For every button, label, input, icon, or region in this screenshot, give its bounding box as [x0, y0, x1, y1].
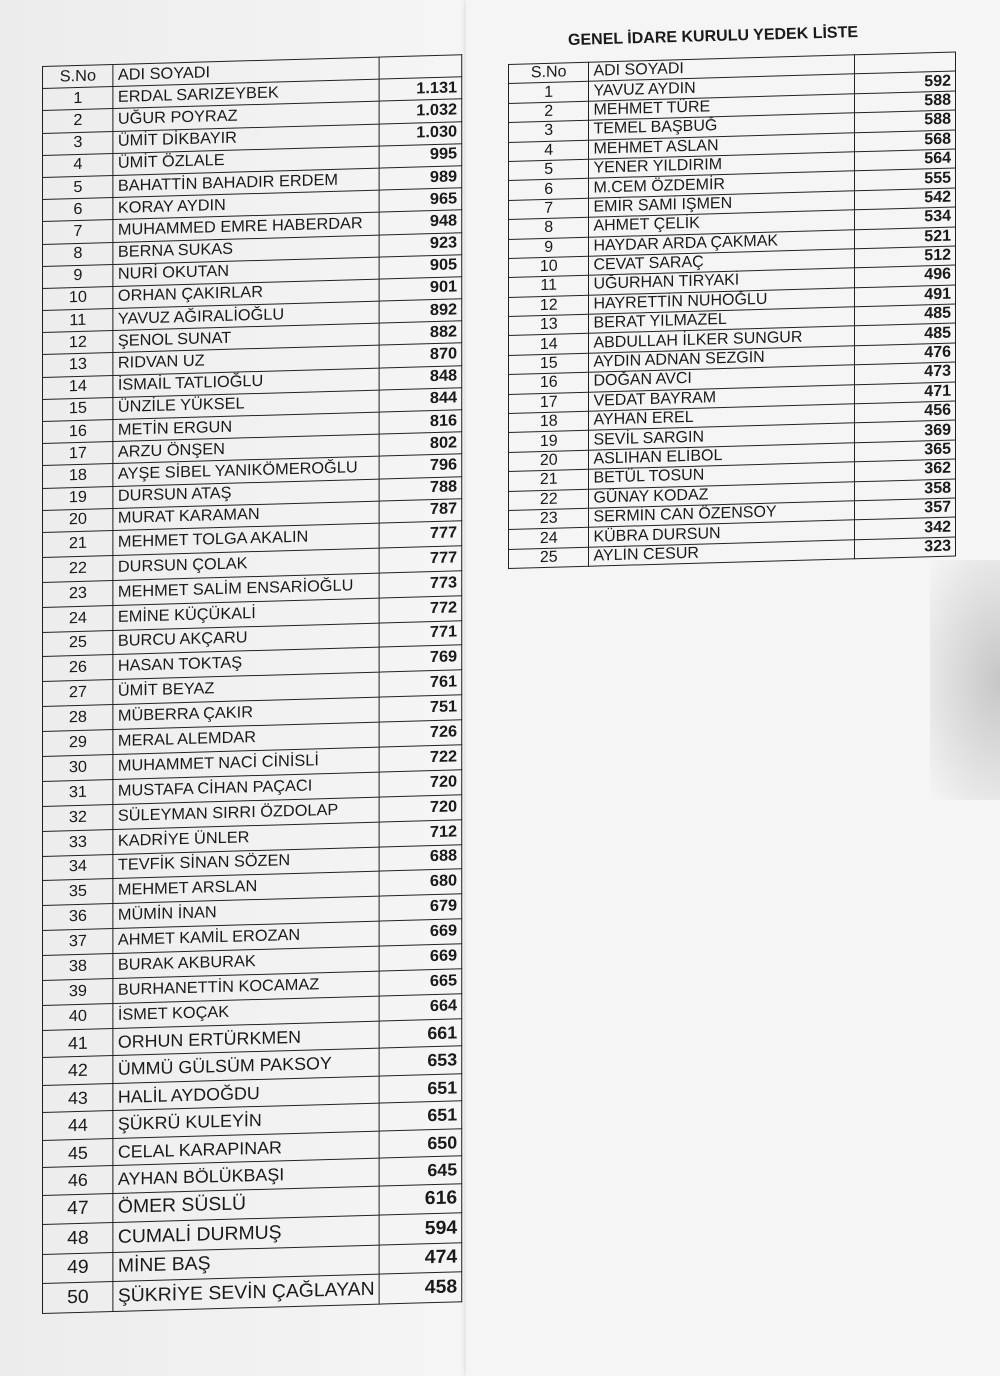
- row-value: 651: [379, 1074, 462, 1104]
- row-name: BURHANETTİN KOCAMAZ: [113, 971, 379, 1003]
- row-value: 650: [379, 1129, 462, 1159]
- row-value: 712: [379, 819, 462, 846]
- row-value: 882: [379, 321, 462, 345]
- row-name: MEHMET TÜRE: [589, 94, 855, 121]
- row-name: BURCU AKÇARU: [113, 623, 379, 655]
- row-value: 688: [379, 844, 462, 871]
- row-value: 471: [855, 382, 956, 404]
- row-value: 892: [379, 299, 462, 323]
- row-sno: 8: [43, 242, 114, 266]
- row-value: 645: [379, 1156, 462, 1186]
- row-sno: 19: [509, 431, 589, 453]
- row-value: 923: [379, 232, 462, 256]
- row-value: 651: [379, 1101, 462, 1131]
- row-value: 680: [379, 869, 462, 896]
- row-name: METİN ERGUN: [113, 412, 379, 442]
- row-name: ŞÜKRİYE SEVİN ÇAĞLAYAN: [113, 1274, 379, 1311]
- row-name: ÜNZİLE YÜKSEL: [113, 390, 379, 420]
- row-sno: 6: [43, 198, 114, 222]
- row-sno: 15: [509, 353, 589, 375]
- row-name: MUHAMMED EMRE HABERDAR: [113, 212, 379, 242]
- row-name: DURSUN ÇOLAK: [113, 548, 379, 580]
- row-sno: 6: [509, 179, 589, 201]
- row-name: HASAN TOKTAŞ: [113, 647, 379, 679]
- row-value: 787: [379, 499, 462, 523]
- row-value: 802: [379, 432, 462, 456]
- row-value: 1.131: [379, 77, 462, 101]
- row-sno: 32: [43, 804, 114, 831]
- row-value: 777: [379, 521, 462, 548]
- row-name: EMİNE KÜÇÜKALİ: [113, 598, 379, 630]
- row-value: 555: [855, 168, 956, 190]
- row-name: ÜMMÜ GÜLSÜM PAKSOY: [113, 1048, 379, 1083]
- row-sno: 2: [509, 101, 589, 123]
- row-value: 669: [379, 919, 462, 946]
- shadow: [930, 560, 1000, 800]
- row-name: ÖMER SÜSLÜ: [113, 1186, 379, 1223]
- row-name: MÜBERRA ÇAKIR: [113, 697, 379, 729]
- row-sno: 2: [43, 109, 114, 133]
- row-value: 474: [379, 1243, 462, 1275]
- row-sno: 44: [43, 1111, 114, 1140]
- row-sno: 16: [43, 420, 114, 444]
- row-value: 995: [379, 144, 462, 168]
- row-value: 473: [855, 362, 956, 384]
- row-name: AYŞE SİBEL YANIKÖMEROĞLU: [113, 456, 379, 486]
- row-name: KADRİYE ÜNLER: [113, 822, 379, 854]
- row-name: MEHMET ASLAN: [589, 132, 855, 159]
- row-name: CUMALİ DURMUŞ: [113, 1215, 379, 1252]
- row-sno: 37: [43, 929, 114, 956]
- row-sno: 13: [509, 314, 589, 336]
- main-list-table: [42, 54, 462, 1313]
- row-sno: 31: [43, 779, 114, 806]
- row-name: MEHMET ARSLAN: [113, 871, 379, 903]
- header-name: ADI SOYADI: [589, 55, 855, 82]
- row-sno: 18: [509, 411, 589, 433]
- row-sno: 24: [43, 605, 114, 632]
- row-sno: 8: [509, 217, 589, 239]
- row-value: 592: [855, 71, 956, 93]
- row-name: YAVUZ AĞIRALİOĞLU: [113, 301, 379, 331]
- row-sno: 49: [43, 1252, 114, 1283]
- row-value: 616: [379, 1184, 462, 1216]
- row-value: 777: [379, 546, 462, 573]
- row-name: YENER YILDIRIM: [589, 152, 855, 179]
- row-sno: 28: [43, 705, 114, 732]
- row-value: 365: [855, 440, 956, 462]
- row-name: İSMET KOÇAK: [113, 996, 379, 1028]
- row-value: 342: [855, 517, 956, 539]
- row-sno: 11: [43, 309, 114, 333]
- row-value: 491: [855, 285, 956, 307]
- row-sno: 10: [509, 256, 589, 278]
- row-value: 588: [855, 91, 956, 113]
- row-sno: 17: [43, 442, 114, 466]
- row-sno: 7: [509, 198, 589, 220]
- row-name: ŞÜKRÜ KULEYİN: [113, 1103, 379, 1138]
- row-sno: 25: [43, 630, 114, 657]
- row-name: SEVİL SARGIN: [589, 423, 855, 450]
- row-name: YAVUZ AYDIN: [589, 74, 855, 101]
- row-sno: 9: [43, 264, 114, 288]
- row-name: CEVAT SARAÇ: [589, 249, 855, 276]
- row-name: CELAL KARAPINAR: [113, 1131, 379, 1166]
- row-value: 669: [379, 944, 462, 971]
- row-name: HAYDAR ARDA ÇAKMAK: [589, 229, 855, 256]
- row-value: 664: [379, 994, 462, 1021]
- row-name: DURSUN ATAŞ: [113, 479, 379, 509]
- row-sno: 35: [43, 879, 114, 906]
- row-name: DOĞAN AVCI: [589, 365, 855, 392]
- row-name: VEDAT BAYRAM: [589, 384, 855, 411]
- reserve-list-title: GENEL İDARE KURULU YEDEK LİSTE: [567, 23, 859, 50]
- row-sno: 13: [43, 353, 114, 377]
- row-sno: 21: [509, 469, 589, 491]
- row-sno: 12: [509, 295, 589, 317]
- row-name: ÜMİT ÖZLALE: [113, 146, 379, 176]
- row-sno: 14: [509, 334, 589, 356]
- row-value: 358: [855, 479, 956, 501]
- row-sno: 20: [509, 450, 589, 472]
- row-name: KORAY AYDIN: [113, 190, 379, 220]
- row-sno: 47: [43, 1193, 114, 1224]
- row-value: 679: [379, 894, 462, 921]
- row-sno: 14: [43, 375, 114, 399]
- row-value: 534: [855, 207, 956, 229]
- row-value: 653: [379, 1046, 462, 1076]
- row-sno: 46: [43, 1166, 114, 1195]
- row-value: 722: [379, 745, 462, 772]
- row-name: MÜMİN İNAN: [113, 896, 379, 928]
- row-value: 773: [379, 570, 462, 597]
- row-name: MUSTAFA CİHAN PAÇACI: [113, 772, 379, 804]
- row-value: 901: [379, 277, 462, 301]
- row-value: 665: [379, 969, 462, 996]
- row-value: 512: [855, 246, 956, 268]
- header-name: ADI SOYADI: [113, 57, 379, 87]
- row-sno: 23: [43, 580, 114, 607]
- row-name: MEHMET SALİM ENSARİOĞLU: [113, 573, 379, 605]
- row-value: 594: [379, 1213, 462, 1245]
- row-sno: 10: [43, 286, 114, 310]
- row-sno: 29: [43, 730, 114, 757]
- row-sno: 30: [43, 754, 114, 781]
- row-name: ÜMİT BEYAZ: [113, 672, 379, 704]
- row-name: BURAK AKBURAK: [113, 946, 379, 978]
- row-value: 761: [379, 670, 462, 697]
- row-name: TEMEL BAŞBUĞ: [589, 113, 855, 140]
- row-sno: 41: [43, 1028, 114, 1057]
- row-sno: 33: [43, 829, 114, 856]
- row-value: 844: [379, 388, 462, 412]
- row-sno: 23: [509, 508, 589, 530]
- row-sno: 40: [43, 1003, 114, 1030]
- row-name: ARZU ÖNŞEN: [113, 434, 379, 464]
- row-value: 362: [855, 459, 956, 481]
- row-name: BERNA SUKAS: [113, 235, 379, 265]
- row-sno: 34: [43, 854, 114, 881]
- row-name: AYHAN EREL: [589, 404, 855, 431]
- row-sno: 50: [43, 1282, 114, 1313]
- row-sno: 22: [43, 555, 114, 582]
- row-sno: 15: [43, 397, 114, 421]
- row-value: 323: [855, 537, 956, 559]
- row-value: 848: [379, 365, 462, 389]
- row-value: 496: [855, 265, 956, 287]
- row-name: M.CEM ÖZDEMİR: [589, 171, 855, 198]
- row-value: 485: [855, 323, 956, 345]
- row-name: ÜMİT DİKBAYIR: [113, 124, 379, 154]
- row-sno: 25: [509, 547, 589, 569]
- row-sno: 20: [43, 508, 114, 532]
- row-value: 816: [379, 410, 462, 434]
- row-sno: 38: [43, 954, 114, 981]
- row-sno: 3: [43, 131, 114, 155]
- row-value: 965: [379, 188, 462, 212]
- header-sno: S.No: [509, 62, 589, 84]
- row-name: ŞENOL SUNAT: [113, 323, 379, 353]
- row-sno: 27: [43, 680, 114, 707]
- row-name: BAHATTİN BAHADIR ERDEM: [113, 168, 379, 198]
- row-sno: 21: [43, 530, 114, 557]
- row-value: 564: [855, 149, 956, 171]
- row-name: MERAL ALEMDAR: [113, 722, 379, 754]
- row-name: NURİ OKUTAN: [113, 257, 379, 287]
- row-sno: 4: [509, 140, 589, 162]
- row-sno: 16: [509, 372, 589, 394]
- row-sno: 9: [509, 237, 589, 259]
- row-name: MURAT KARAMAN: [113, 501, 379, 531]
- row-sno: 3: [509, 120, 589, 142]
- row-sno: 24: [509, 528, 589, 550]
- row-value: 485: [855, 304, 956, 326]
- row-value: 521: [855, 227, 956, 249]
- row-name: UĞUR POYRAZ: [113, 101, 379, 131]
- row-value: 542: [855, 188, 956, 210]
- row-name: SÜLEYMAN SIRRI ÖZDOLAP: [113, 797, 379, 829]
- row-value: 357: [855, 498, 956, 520]
- row-value: 456: [855, 401, 956, 423]
- row-name: MEHMET TOLGA AKALIN: [113, 523, 379, 555]
- row-value: 788: [379, 476, 462, 500]
- row-name: MUHAMMET NACİ CİNİSLİ: [113, 747, 379, 779]
- row-name: AYHAN BÖLÜKBAŞI: [113, 1158, 379, 1193]
- row-name: RIDVAN UZ: [113, 346, 379, 376]
- row-sno: 22: [509, 489, 589, 511]
- row-name: ASLIHAN ELİBOL: [589, 443, 855, 470]
- row-value: 769: [379, 645, 462, 672]
- row-name: HAYRETTİN NUHOĞLU: [589, 288, 855, 315]
- row-name: KÜBRA DURSUN: [589, 520, 855, 547]
- reserve-list-table: [508, 51, 956, 569]
- row-value: 726: [379, 720, 462, 747]
- row-value: 948: [379, 210, 462, 234]
- row-sno: 5: [43, 175, 114, 199]
- row-name: AHMET ÇELİK: [589, 210, 855, 237]
- row-name: UĞURHAN TİRYAKİ: [589, 268, 855, 295]
- row-name: AYLİN CESUR: [589, 540, 855, 567]
- row-value: 771: [379, 620, 462, 647]
- row-sno: 45: [43, 1138, 114, 1167]
- row-value: 870: [379, 343, 462, 367]
- row-value: 1.030: [379, 121, 462, 145]
- row-name: HALİL AYDOĞDU: [113, 1076, 379, 1111]
- row-sno: 17: [509, 392, 589, 414]
- row-name: AHMET KAMİL EROZAN: [113, 921, 379, 953]
- row-name: TEVFİK SİNAN SÖZEN: [113, 847, 379, 879]
- row-sno: 43: [43, 1083, 114, 1112]
- row-sno: 7: [43, 220, 114, 244]
- row-sno: 42: [43, 1056, 114, 1085]
- row-value: 720: [379, 770, 462, 797]
- row-name: BERAT YILMAZEL: [589, 307, 855, 334]
- row-sno: 4: [43, 153, 114, 177]
- row-value: 905: [379, 254, 462, 278]
- row-name: SERMİN CAN ÖZENSOY: [589, 501, 855, 528]
- row-name: ORHAN ÇAKIRLAR: [113, 279, 379, 309]
- row-sno: 48: [43, 1223, 114, 1254]
- row-sno: 18: [43, 464, 114, 488]
- header-sno: S.No: [43, 65, 114, 89]
- row-sno: 5: [509, 159, 589, 181]
- header-value: [379, 55, 462, 79]
- row-value: 369: [855, 420, 956, 442]
- row-sno: 19: [43, 486, 114, 510]
- row-name: EMİR SAMİ IŞMEN: [589, 191, 855, 218]
- row-value: 796: [379, 454, 462, 478]
- row-value: 1.032: [379, 99, 462, 123]
- row-sno: 36: [43, 904, 114, 931]
- row-value: 588: [855, 110, 956, 132]
- row-name: GÜNAY KODAZ: [589, 481, 855, 508]
- row-value: 751: [379, 695, 462, 722]
- row-value: 458: [379, 1272, 462, 1304]
- row-value: 476: [855, 343, 956, 365]
- row-value: 661: [379, 1019, 462, 1049]
- row-sno: 26: [43, 655, 114, 682]
- row-sno: 1: [43, 87, 114, 111]
- row-value: 989: [379, 166, 462, 190]
- row-value: 772: [379, 595, 462, 622]
- row-value: 568: [855, 130, 956, 152]
- row-name: İSMAİL TATLIOĞLU: [113, 368, 379, 398]
- row-sno: 12: [43, 331, 114, 355]
- row-sno: 11: [509, 276, 589, 298]
- row-name: AYDIN ADNAN SEZGİN: [589, 346, 855, 373]
- row-name: ABDULLAH İLKER SUNGUR: [589, 326, 855, 353]
- row-value: 720: [379, 795, 462, 822]
- row-sno: 39: [43, 978, 114, 1005]
- row-name: BETÜL TOSUN: [589, 462, 855, 489]
- row-name: ORHUN ERTÜRKMEN: [113, 1021, 379, 1056]
- row-name: ERDAL SARIZEYBEK: [113, 79, 379, 109]
- row-sno: 1: [509, 82, 589, 104]
- row-name: MİNE BAŞ: [113, 1245, 379, 1282]
